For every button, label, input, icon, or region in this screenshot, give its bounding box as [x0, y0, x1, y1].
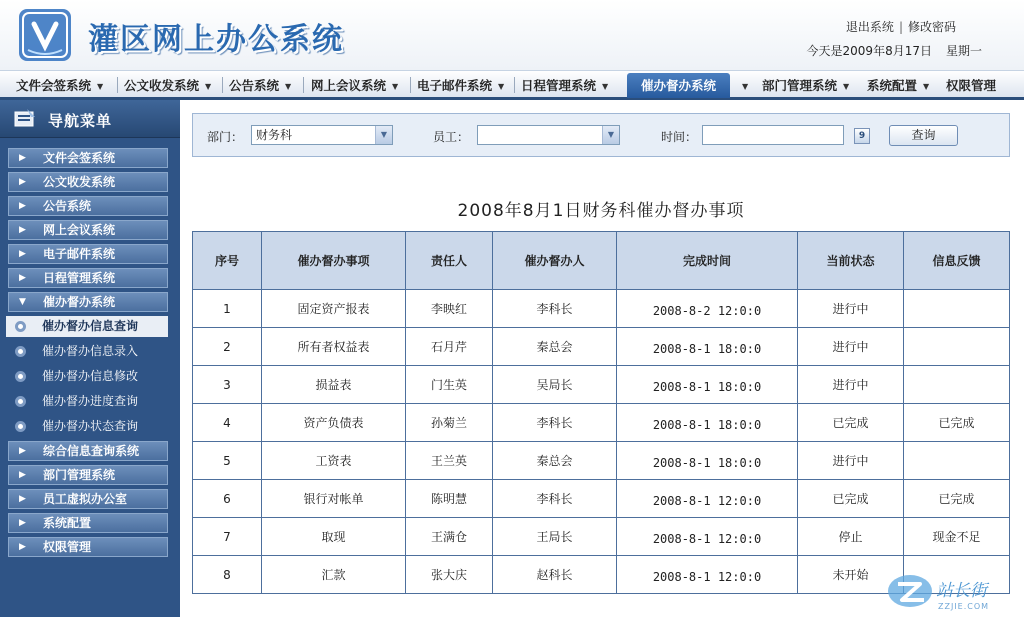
sidebar-title: 导航菜单 [48, 112, 113, 130]
table-cell: 王局长 [493, 518, 617, 556]
table-cell: 2008-8-1 18:0:0 [617, 404, 798, 442]
table-cell: 李科长 [493, 404, 617, 442]
table-cell: 7 [193, 518, 262, 556]
triangle-right-icon: ▶ [19, 542, 26, 552]
table-row [193, 366, 1010, 404]
top-nav [0, 70, 1024, 100]
table-cell: 2008-8-1 12:0:0 [617, 480, 798, 518]
logout-link[interactable]: 退出系统 [845, 20, 894, 34]
nav-divider [410, 77, 411, 93]
table-cell: 吴局长 [493, 366, 617, 404]
sidebar-item-label: 催办督办系统 [43, 295, 116, 309]
column-header: 责任人 [406, 232, 493, 290]
navigation-menu-icon [13, 108, 37, 130]
radio-bullet-icon [15, 321, 26, 332]
chevron-down-icon: ▼ [742, 82, 749, 91]
nav-department[interactable] [762, 71, 849, 98]
triangle-right-icon: ▶ [19, 494, 26, 504]
table-cell: 李映红 [406, 290, 493, 328]
table-cell: 未开始 [798, 556, 904, 594]
radio-bullet-icon [15, 421, 26, 432]
sidebar-item-label: 员工虚拟办公室 [43, 492, 128, 506]
nav-label: 网上会议系统 [311, 78, 387, 93]
supervision-table [192, 231, 1010, 594]
sidebar-item-label: 日程管理系统 [43, 271, 116, 285]
table-cell: 进行中 [798, 442, 904, 480]
table-cell: 现金不足 [904, 518, 1010, 556]
link-separator: | [898, 20, 903, 34]
column-header: 催办督办事项 [262, 232, 406, 290]
table-cell: 已完成 [798, 480, 904, 518]
nav-file-sign[interactable] [16, 71, 103, 98]
table-cell [904, 442, 1010, 480]
triangle-right-icon: ▶ [19, 153, 26, 163]
sidebar-item-email[interactable] [8, 244, 168, 264]
table-cell [904, 366, 1010, 404]
table-cell: 4 [193, 404, 262, 442]
triangle-right-icon: ▶ [19, 470, 26, 480]
table-cell: 损益表 [262, 366, 406, 404]
dept-label: 部门： [207, 130, 244, 144]
sidebar-subitem-info-edit[interactable] [8, 364, 168, 389]
nav-config[interactable] [867, 71, 929, 98]
sidebar-menu [8, 148, 168, 561]
table-cell: 孙菊兰 [406, 404, 493, 442]
radio-bullet-icon [15, 371, 26, 382]
sidebar-item-permission[interactable] [8, 537, 168, 557]
triangle-right-icon: ▶ [19, 273, 26, 283]
chevron-down-icon: ▼ [498, 82, 505, 91]
triangle-down-icon: ▼ [19, 297, 26, 307]
triangle-right-icon: ▶ [19, 225, 26, 235]
nav-label: 日程管理系统 [521, 78, 597, 93]
column-header: 信息反馈 [904, 232, 1010, 290]
chevron-down-icon[interactable]: ▼ [375, 126, 392, 144]
sidebar-subitem-status-query[interactable] [8, 414, 168, 439]
sidebar-item-label: 权限管理 [43, 540, 92, 554]
table-cell: 进行中 [798, 290, 904, 328]
table-cell: 秦总会 [493, 442, 617, 480]
table-cell: 已完成 [904, 404, 1010, 442]
table-cell: 8 [193, 556, 262, 594]
chevron-down-icon: ▼ [843, 82, 850, 91]
table-row [193, 328, 1010, 366]
nav-label: 电子邮件系统 [417, 78, 493, 93]
nav-email[interactable] [417, 71, 504, 98]
search-bar [192, 113, 1010, 157]
table-cell: 固定资产报表 [262, 290, 406, 328]
table-cell: 2008-8-2 12:0:0 [617, 290, 798, 328]
sidebar-subitem-label: 催办督办状态查询 [42, 419, 139, 433]
table-cell: 资产负债表 [262, 404, 406, 442]
nav-label: 催办督办系统 [641, 78, 717, 93]
chevron-down-icon: ▼ [285, 82, 292, 91]
nav-divider [514, 77, 515, 93]
triangle-right-icon: ▶ [19, 249, 26, 259]
table-cell: 银行对帐单 [262, 480, 406, 518]
sidebar-item-label: 文件会签系统 [43, 151, 116, 165]
sidebar-item-label: 电子邮件系统 [43, 247, 116, 261]
chevron-down-icon: ▼ [392, 82, 399, 91]
table-cell [904, 328, 1010, 366]
nav-schedule[interactable] [521, 71, 608, 98]
table-cell: 已完成 [798, 404, 904, 442]
sidebar-item-config[interactable] [8, 513, 168, 533]
sidebar-item-label: 系统配置 [43, 516, 92, 530]
watermark-url: ZZJIE.COM [938, 602, 990, 611]
chevron-down-icon: ▼ [97, 82, 104, 91]
table-cell: 张大庆 [406, 556, 493, 594]
table-cell: 李科长 [493, 290, 617, 328]
header-date [807, 42, 982, 59]
nav-label: 文件会签系统 [16, 78, 92, 93]
change-password-link[interactable]: 修改密码 [907, 20, 956, 34]
table-cell: 3 [193, 366, 262, 404]
sidebar-item-schedule[interactable] [8, 268, 168, 288]
table-cell: 6 [193, 480, 262, 518]
query-button[interactable]: 查询 [889, 125, 958, 146]
nav-supervision-dropdown[interactable] [742, 71, 748, 98]
table-cell: 进行中 [798, 328, 904, 366]
table-cell: 2008-8-1 12:0:0 [617, 518, 798, 556]
sidebar-item-department[interactable] [8, 465, 168, 485]
nav-permission[interactable] [946, 71, 996, 98]
sidebar-item-info-query-system[interactable] [8, 441, 168, 461]
column-header: 完成时间 [617, 232, 798, 290]
table-cell: 王满仓 [406, 518, 493, 556]
table-cell: 门生英 [406, 366, 493, 404]
staff-select[interactable] [477, 125, 620, 145]
dept-select[interactable] [251, 125, 393, 145]
triangle-right-icon: ▶ [19, 518, 26, 528]
sidebar-item-meeting[interactable] [8, 220, 168, 240]
table-cell: 秦总会 [493, 328, 617, 366]
header-links [846, 18, 956, 35]
nav-notice[interactable] [229, 71, 291, 98]
sidebar-subitem-info-query[interactable] [6, 316, 168, 337]
watermark-brand: 站长街 [936, 581, 987, 601]
sidebar-item-label: 网上会议系统 [43, 223, 116, 237]
sidebar-item-notice[interactable] [8, 196, 168, 216]
chevron-down-icon[interactable]: ▼ [602, 126, 619, 144]
nav-divider [117, 77, 118, 93]
sidebar-item-document[interactable] [8, 172, 168, 192]
table-cell: 王兰英 [406, 442, 493, 480]
sidebar-subitem-label: 催办督办信息查询 [42, 319, 139, 333]
nav-divider [222, 77, 223, 93]
watermark-logo-icon [884, 568, 1024, 614]
table-cell: 工资表 [262, 442, 406, 480]
nav-label: 系统配置 [867, 78, 918, 93]
sidebar-item-label: 公文收发系统 [43, 175, 116, 189]
table-cell: 陈明慧 [406, 480, 493, 518]
table-cell: 石月芹 [406, 328, 493, 366]
triangle-right-icon: ▶ [19, 446, 26, 456]
sidebar [0, 100, 180, 617]
calendar-icon[interactable]: 9 [854, 128, 870, 144]
column-header: 序号 [193, 232, 262, 290]
sidebar-item-label: 综合信息查询系统 [43, 444, 140, 458]
table-cell: 已完成 [904, 480, 1010, 518]
table-cell: 2008-8-1 18:0:0 [617, 442, 798, 480]
table-cell: 汇款 [262, 556, 406, 594]
date-text: 今天是2009年8月17日 [806, 44, 932, 58]
report-title: 2008年8月1日财务科催办督办事项 [457, 201, 745, 221]
sidebar-subitem-progress-query[interactable] [8, 389, 168, 414]
table-cell [904, 290, 1010, 328]
table-cell: 进行中 [798, 366, 904, 404]
table-cell: 1 [193, 290, 262, 328]
sidebar-subitem-label: 催办督办进度查询 [42, 394, 139, 408]
nav-label: 权限管理 [946, 78, 997, 93]
sidebar-header [0, 100, 180, 138]
table-row [193, 480, 1010, 518]
staff-label: 员工： [433, 130, 470, 144]
app-header [0, 0, 1024, 70]
table-cell: 赵科长 [493, 556, 617, 594]
sidebar-item-supervision[interactable] [8, 292, 168, 312]
column-header: 当前状态 [798, 232, 904, 290]
nav-label: 公告系统 [229, 78, 280, 93]
sidebar-item-file-sign[interactable] [8, 148, 168, 168]
nav-divider [303, 77, 304, 93]
sidebar-item-label: 部门管理系统 [43, 468, 116, 482]
nav-meeting[interactable] [311, 71, 398, 98]
table-cell: 李科长 [493, 480, 617, 518]
sidebar-item-label: 公告系统 [43, 199, 92, 213]
chevron-down-icon: ▼ [923, 82, 930, 91]
sidebar-subitem-label: 催办督办信息修改 [42, 369, 139, 383]
app-title: 灌区网上办公系统 [88, 22, 344, 57]
column-header: 催办督办人 [493, 232, 617, 290]
table-cell: 2008-8-1 12:0:0 [617, 556, 798, 594]
table-row [193, 442, 1010, 480]
table-cell: 2 [193, 328, 262, 366]
chevron-down-icon: ▼ [205, 82, 212, 91]
dept-select-value: 财务科 [256, 128, 293, 142]
sidebar-subitem-info-entry[interactable] [8, 339, 168, 364]
radio-bullet-icon [15, 396, 26, 407]
nav-label: 公文收发系统 [124, 78, 200, 93]
table-cell: 5 [193, 442, 262, 480]
chevron-down-icon: ▼ [602, 82, 609, 91]
nav-document[interactable] [124, 71, 211, 98]
nav-supervision[interactable] [627, 73, 730, 98]
table-row [193, 518, 1010, 556]
time-label: 时间： [661, 130, 698, 144]
sidebar-item-virtual-office[interactable] [8, 489, 168, 509]
time-input[interactable] [702, 125, 844, 145]
nav-label: 部门管理系统 [762, 78, 838, 93]
table-row [193, 404, 1010, 442]
logo-seal-icon [16, 6, 74, 64]
table-cell: 所有者权益表 [262, 328, 406, 366]
table-cell: 停止 [798, 518, 904, 556]
table-cell: 取现 [262, 518, 406, 556]
radio-bullet-icon [15, 346, 26, 357]
sidebar-subitem-label: 催办督办信息录入 [42, 344, 139, 358]
table-cell: 2008-8-1 18:0:0 [617, 366, 798, 404]
table-row [193, 290, 1010, 328]
triangle-right-icon: ▶ [19, 201, 26, 211]
table-header-row [193, 232, 1010, 290]
triangle-right-icon: ▶ [19, 177, 26, 187]
table-cell: 2008-8-1 18:0:0 [617, 328, 798, 366]
weekday-text: 星期一 [945, 44, 982, 58]
